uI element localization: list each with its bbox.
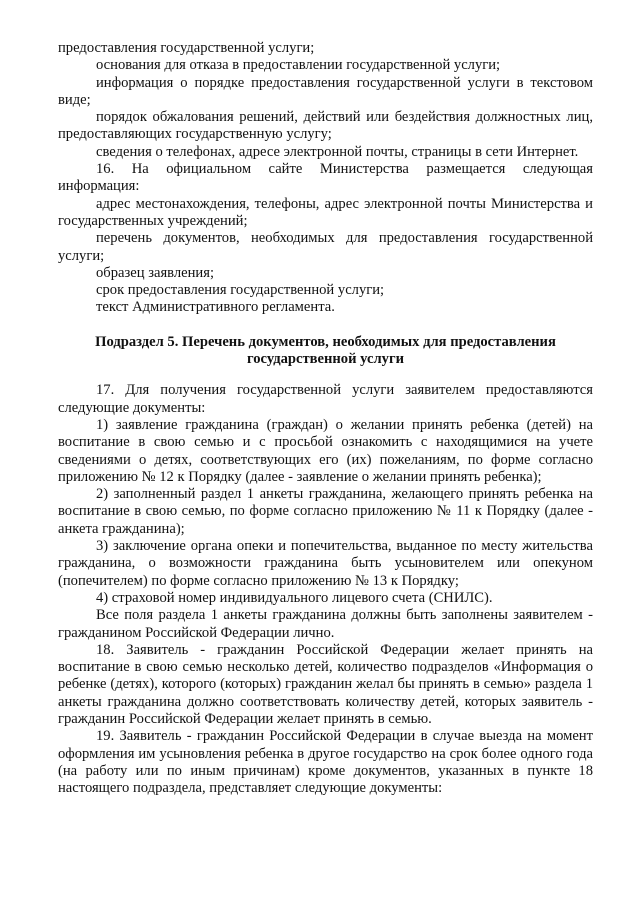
paragraph-subitem-3: 3) заключение органа опеки и попечительства, выданное по месту жительства гражданина, о возможности гражданина быть усыновителем или опекуном (попечителем) по форме согласно приложению № 13 к Порядку;	[58, 538, 593, 589]
paragraph-item-17: 17. Для получения государственной услуги заявителем предоставляются следующие документы:	[58, 382, 593, 416]
paragraph-continuation: предоставления государственной услуги;	[58, 40, 315, 56]
paragraph-contact-info: сведения о телефонах, адресе электронной почты, страницы в сети Интернет.	[96, 143, 579, 160]
section-heading: Подраздел 5. Перечень документов, необходимых для предоставления государственной услуги	[95, 333, 556, 368]
paragraph-subitem-2: 2) заполненный раздел 1 анкеты гражданина, желающего принять ребенка на воспитание в свою семью, по форме согласно приложению № 11 к Порядку (далее - анкета гражданина);	[58, 486, 593, 537]
paragraph-refusal-grounds: основания для отказа в предоставлении государственной услуги;	[96, 57, 501, 74]
paragraph-item-19: 19. Заявитель - гражданин Российской Федерации в случае выезда на момент оформления им усыновления ребенка в другое государство на срок более одного года (на работу или по иным причинам) кроме документов, указанных в пункте 18 настоящего подраздела, представляет следующие документы:	[58, 728, 593, 797]
paragraph-subitem-1: 1) заявление гражданина (граждан) о желании принять ребенка (детей) на воспитание в свою семью и с просьбой ознакомить с находящимися на учете сведениями о детях, соответствующих его (их) пожеланиям, по форме согласно приложению № 12 к Порядку (далее - заявление о желании принять ребенка);	[58, 416, 593, 485]
document-page	[58, 40, 593, 797]
paragraph-item-16: 16. На официальном сайте Министерства размещается следующая информация:	[58, 161, 593, 195]
paragraph-appeal-procedure: порядок обжалования решений, действий или бездействия должностных лиц, предоставляющих государственную услугу;	[58, 109, 593, 143]
paragraph-documents-list: перечень документов, необходимых для предоставления государственной услуги;	[58, 230, 593, 264]
paragraph-subitem-4: 4) страховой номер индивидуального лицевого счета (СНИЛС).	[96, 589, 493, 606]
paragraph-application-sample: образец заявления;	[96, 264, 214, 281]
paragraph-service-term: срок предоставления государственной услуги;	[96, 282, 385, 299]
paragraph-procedure-info: информация о порядке предоставления государственной услуги в текстовом виде;	[58, 74, 593, 108]
paragraph-regulation-text: текст Административного регламента.	[96, 299, 335, 316]
paragraph-form-fields-note: Все поля раздела 1 анкеты гражданина должны быть заполнены заявителем - гражданином Российской Федерации лично.	[58, 607, 593, 641]
paragraph-item-18: 18. Заявитель - гражданин Российской Федерации желает принять на воспитание в свою семью несколько детей, количество подразделов «Информация о ребенке (детях), которого (которых) гражданин желал бы принять в семью» раздела 1 анкеты гражданина должно соответствовать количеству детей, которых заявитель - гражданин Российской Федерации желает принять в семью.	[58, 641, 593, 727]
paragraph-address-info: адрес местонахождения, телефоны, адрес электронной почты Министерства и государственных учреждений;	[58, 195, 593, 229]
